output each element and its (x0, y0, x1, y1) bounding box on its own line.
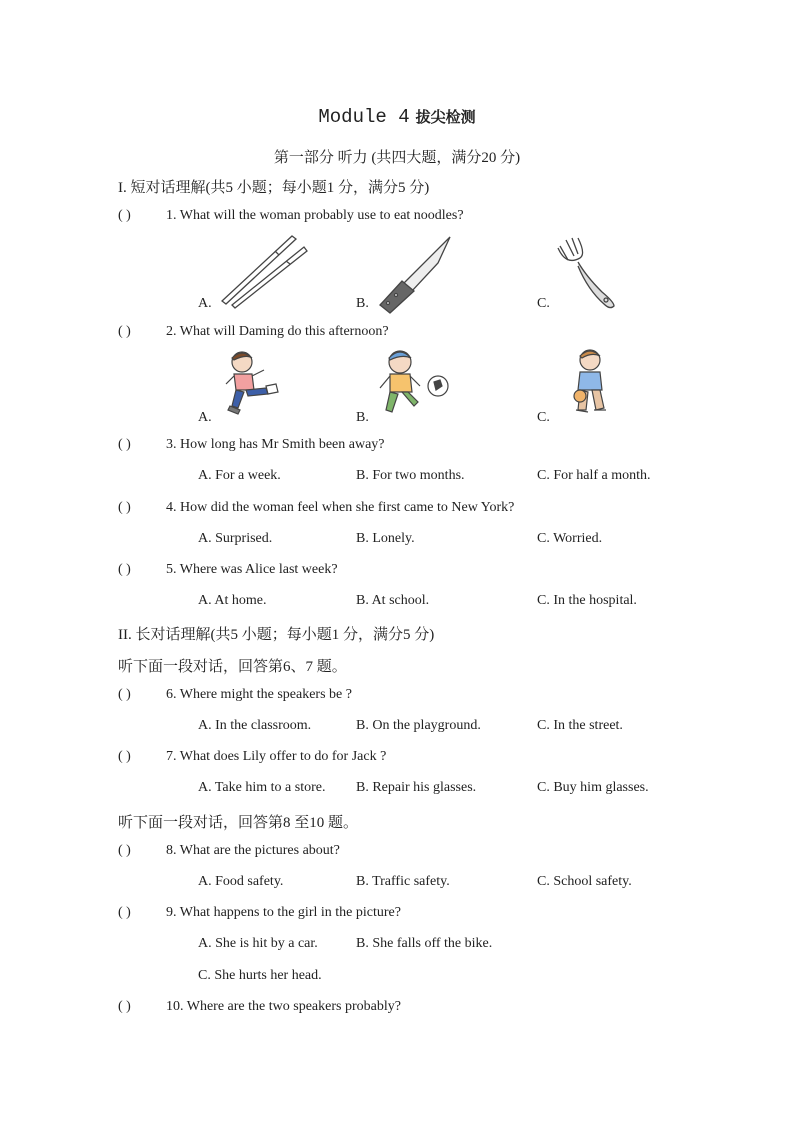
question-6 (118, 687, 352, 703)
answer-blank[interactable]: ( ) (118, 687, 131, 702)
section-1-heading: I. 短对话理解(共5 小题；每小题1 分，满分5 分) (118, 180, 430, 196)
option-9a[interactable]: A. She is hit by a car. (198, 936, 318, 951)
fork-image (556, 236, 622, 311)
option-3a[interactable]: A. For a week. (198, 468, 281, 483)
question-text: 10. Where are the two speakers probably? (166, 999, 401, 1014)
answer-blank[interactable]: ( ) (118, 208, 131, 223)
option-1a[interactable]: A. (198, 296, 212, 311)
option-8c[interactable]: C. School safety. (537, 874, 632, 889)
option-2b[interactable]: B. (356, 410, 369, 425)
option-4a[interactable]: A. Surprised. (198, 531, 273, 546)
answer-blank[interactable]: ( ) (118, 905, 131, 920)
answer-blank[interactable]: ( ) (118, 843, 131, 858)
question-7 (118, 749, 386, 765)
question-text: 8. What are the pictures about? (166, 843, 340, 858)
module-subtitle: 拔尖检测 (415, 108, 476, 126)
module-label: Module 4 (318, 106, 410, 128)
answer-blank[interactable]: ( ) (118, 562, 131, 577)
option-8b[interactable]: B. Traffic safety. (356, 874, 450, 889)
option-1b[interactable]: B. (356, 296, 369, 311)
question-1 (118, 208, 464, 224)
question-10 (118, 999, 401, 1015)
section-2-intro-1: 听下面一段对话，回答第6、7 题。 (118, 659, 347, 675)
option-2a[interactable]: A. (198, 410, 212, 425)
option-9c[interactable]: C. She hurts her head. (198, 968, 322, 983)
option-4b[interactable]: B. Lonely. (356, 531, 415, 546)
answer-blank[interactable]: ( ) (118, 437, 131, 452)
question-text: 4. How did the woman feel when she first came to New York? (166, 500, 515, 515)
option-2c[interactable]: C. (537, 410, 550, 425)
answer-blank[interactable]: ( ) (118, 749, 131, 764)
question-2 (118, 324, 389, 340)
option-7a[interactable]: A. Take him to a store. (198, 780, 326, 795)
boy-soccer-image (378, 348, 454, 420)
question-text: 3. How long has Mr Smith been away? (166, 437, 385, 452)
question-text: 2. What will Daming do this afternoon? (166, 324, 389, 339)
question-5 (118, 562, 338, 578)
option-8a[interactable]: A. Food safety. (198, 874, 284, 889)
page-title (0, 106, 794, 128)
question-text: 9. What happens to the girl in the picture? (166, 905, 401, 920)
knife-image (376, 233, 456, 313)
section-2-heading: II. 长对话理解(共5 小题；每小题1 分，满分5 分) (118, 627, 435, 643)
option-7b[interactable]: B. Repair his glasses. (356, 780, 477, 795)
option-3b[interactable]: B. For two months. (356, 468, 465, 483)
option-4c[interactable]: C. Worried. (537, 531, 603, 546)
option-9b[interactable]: B. She falls off the bike. (356, 936, 493, 951)
question-text: 1. What will the woman probably use to eat noodles? (166, 208, 464, 223)
boy-kicking-image (220, 348, 288, 420)
answer-blank[interactable]: ( ) (118, 324, 131, 339)
option-1c[interactable]: C. (537, 296, 550, 311)
answer-blank[interactable]: ( ) (118, 999, 131, 1014)
question-text: 7. What does Lily offer to do for Jack ? (166, 749, 387, 764)
option-6b[interactable]: B. On the playground. (356, 718, 481, 733)
chopsticks-image (220, 233, 310, 308)
question-9 (118, 905, 401, 921)
option-6c[interactable]: C. In the street. (537, 718, 623, 733)
question-text: 5. Where was Alice last week? (166, 562, 338, 577)
option-3c[interactable]: C. For half a month. (537, 468, 651, 483)
question-3 (118, 437, 385, 453)
option-5c[interactable]: C. In the hospital. (537, 593, 637, 608)
part-heading: 第一部分 听力 (共四大题，满分20 分) (273, 150, 521, 166)
option-5a[interactable]: A. At home. (198, 593, 267, 608)
boy-basketball-image (566, 348, 622, 420)
answer-blank[interactable]: ( ) (118, 500, 131, 515)
question-text: 6. Where might the speakers be ? (166, 687, 352, 702)
question-4 (118, 500, 514, 516)
question-8 (118, 843, 340, 859)
option-7c[interactable]: C. Buy him glasses. (537, 780, 649, 795)
option-5b[interactable]: B. At school. (356, 593, 430, 608)
section-2-intro-2: 听下面一段对话，回答第8 至10 题。 (118, 815, 359, 831)
option-6a[interactable]: A. In the classroom. (198, 718, 312, 733)
